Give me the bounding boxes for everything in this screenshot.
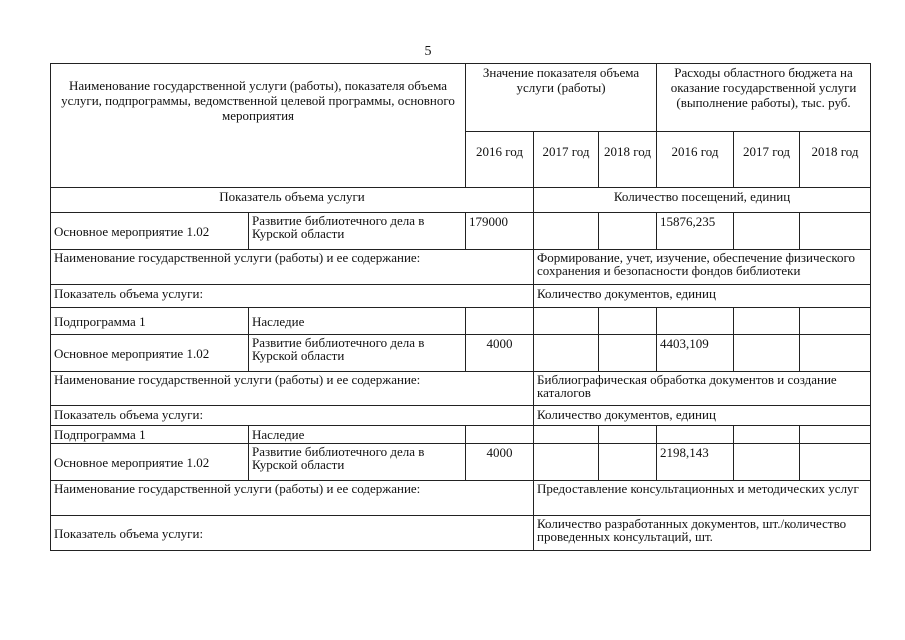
value-2017 xyxy=(534,444,599,481)
table-row xyxy=(51,444,871,481)
value-2017 xyxy=(534,335,599,372)
table-row xyxy=(51,308,871,335)
table-row xyxy=(51,516,871,551)
activity-label: Основное мероприятие 1.02 xyxy=(51,444,249,481)
table-row xyxy=(51,426,871,444)
subprogram-name: Наследие xyxy=(249,308,466,335)
expense-2016: 2198,143 xyxy=(657,444,734,481)
subprogram-name: Наследие xyxy=(249,426,466,444)
service-value: Предоставление консультационных и методических услуг xyxy=(534,481,871,516)
table-row xyxy=(51,213,871,250)
table-row xyxy=(51,285,871,308)
service-label: Наименование государственной услуги (работы) и ее содержание: xyxy=(51,481,534,516)
page-number: 5 xyxy=(424,44,432,59)
subprogram-label: Подпрограмма 1 xyxy=(51,426,249,444)
value-2017 xyxy=(534,213,599,250)
value-2016: 4000 xyxy=(466,335,534,372)
indicator-label: Показатель объема услуги: xyxy=(51,516,534,551)
value-2016: 4000 xyxy=(466,444,534,481)
indicator-value: Количество посещений, единиц xyxy=(534,188,871,213)
year-value-2017: 2017 год xyxy=(534,132,599,188)
expense-2016: 15876,235 xyxy=(657,213,734,250)
indicator-value: Количество разработанных документов, шт./количество проведенных консультаций, шт. xyxy=(534,516,871,551)
table-row xyxy=(51,372,871,406)
expense-2017 xyxy=(734,444,800,481)
activity-name: Развитие библиотечного дела в Курской области xyxy=(249,444,466,481)
expense-2016: 4403,109 xyxy=(657,335,734,372)
year-value-2016: 2016 год xyxy=(466,132,534,188)
table-row xyxy=(51,335,871,372)
year-expense-2017: 2017 год xyxy=(734,132,800,188)
table-row xyxy=(51,250,871,285)
expense-2018 xyxy=(800,335,871,372)
activity-label: Основное мероприятие 1.02 xyxy=(51,213,249,250)
table-row xyxy=(51,188,871,213)
activity-name: Развитие библиотечного дела в Курской области xyxy=(249,335,466,372)
header-expense-column: Расходы областного бюджета на оказание государственной услуги (выполнение работы), тыс. руб. xyxy=(657,64,871,132)
table-row xyxy=(51,406,871,426)
year-value-2018: 2018 год xyxy=(599,132,657,188)
value-2018 xyxy=(599,213,657,250)
indicator-value: Количество документов, единиц xyxy=(534,285,871,308)
year-expense-2016: 2016 год xyxy=(657,132,734,188)
service-value: Формирование, учет, изучение, обеспечение физического сохранения и безопасности фондов библиотеки xyxy=(534,250,871,285)
expense-2017 xyxy=(734,335,800,372)
indicator-label: Показатель объема услуги: xyxy=(51,406,534,426)
services-table xyxy=(50,63,871,551)
value-2018 xyxy=(599,335,657,372)
service-value: Библиографическая обработка документов и создание каталогов xyxy=(534,372,871,406)
value-2016: 179000 xyxy=(466,213,534,250)
expense-2018 xyxy=(800,213,871,250)
indicator-label: Показатель объема услуги: xyxy=(51,285,534,308)
service-label: Наименование государственной услуги (работы) и ее содержание: xyxy=(51,250,534,285)
subprogram-label: Подпрограмма 1 xyxy=(51,308,249,335)
activity-name: Развитие библиотечного дела в Курской области xyxy=(249,213,466,250)
table-row xyxy=(51,481,871,516)
year-expense-2018: 2018 год xyxy=(800,132,871,188)
activity-label: Основное мероприятие 1.02 xyxy=(51,335,249,372)
expense-2017 xyxy=(734,213,800,250)
header-row xyxy=(51,64,871,132)
value-2018 xyxy=(599,444,657,481)
indicator-value: Количество документов, единиц xyxy=(534,406,871,426)
indicator-label: Показатель объема услуги xyxy=(51,188,534,213)
header-name-column: Наименование государственной услуги (работы), показателя объема услуги, подпрограммы, ведомственной целевой программы, основного мероприятия xyxy=(51,64,466,188)
expense-2018 xyxy=(800,444,871,481)
header-value-column: Значение показателя объема услуги (работы) xyxy=(466,64,657,132)
service-label: Наименование государственной услуги (работы) и ее содержание: xyxy=(51,372,534,406)
